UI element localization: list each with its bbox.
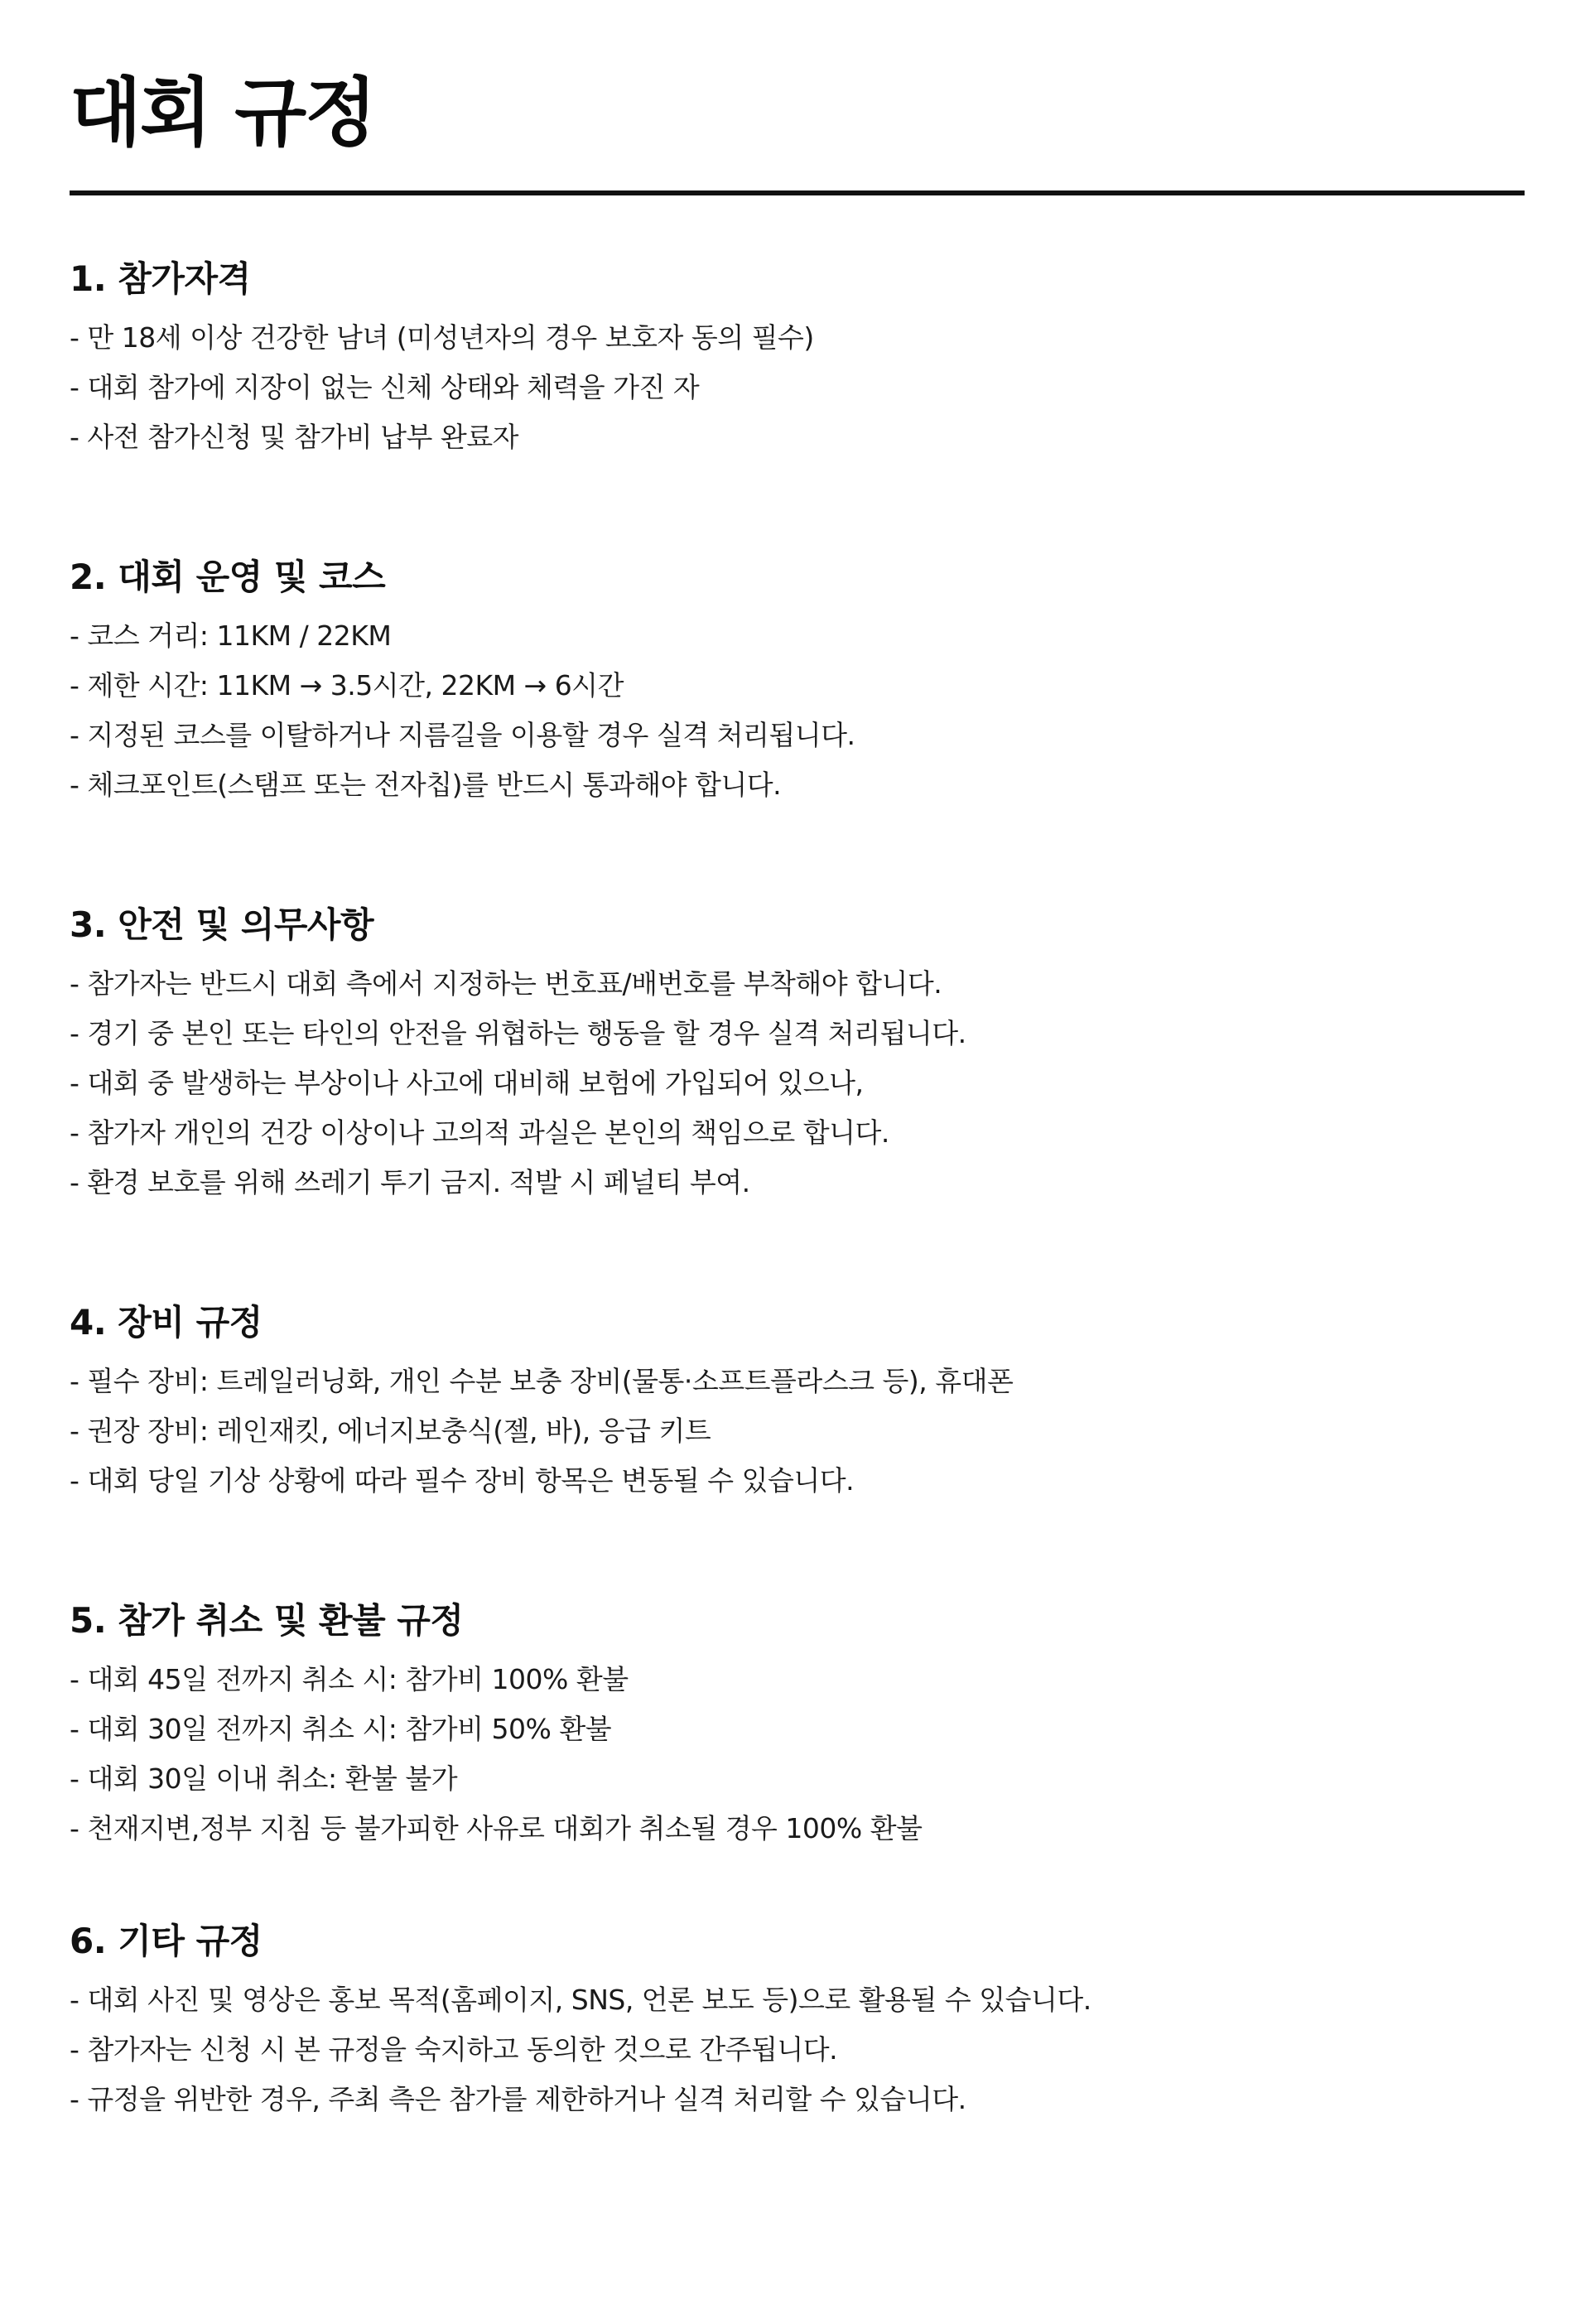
rule-item: - 필수 장비: 트레일러닝화, 개인 수분 보충 장비(물통·소프트플라스크 등), 휴대폰: [70, 1365, 1014, 1397]
rule-item: - 규정을 위반한 경우, 주최 측은 참가를 제한하거나 실격 처리할 수 있습니다.: [70, 2083, 966, 2115]
rule-list: [70, 611, 1525, 810]
section-heading: 5. 참가 취소 및 환불 규정: [70, 1600, 464, 1641]
rule-item: - 대회 중 발생하는 부상이나 사고에 대비해 보험에 가입되어 있으나,: [70, 1067, 864, 1099]
rule-item: - 만 18세 이상 건강한 남녀 (미성년자의 경우 보호자 동의 필수): [70, 321, 814, 354]
rule-list: [70, 1655, 1525, 1854]
rule-item: - 환경 보호를 위해 쓰레기 투기 금지. 적발 시 페널티 부여.: [70, 1166, 750, 1198]
rule-list: [70, 1975, 1525, 2124]
rule-item: - 천재지변,정부 지침 등 불가피한 사유로 대회가 취소될 경우 100% 환불: [70, 1812, 923, 1844]
rule-item: - 사전 참가신청 및 참가비 납부 완료자: [70, 421, 519, 453]
section-heading: 4. 장비 규정: [70, 1302, 263, 1343]
section-eligibility: [70, 253, 1525, 462]
rule-item: - 권장 장비: 레인재킷, 에너지보충식(젤, 바), 응급 키트: [70, 1415, 711, 1447]
rule-item: - 지정된 코스를 이탈하거나 지름길을 이용할 경우 실격 처리됩니다.: [70, 719, 855, 751]
rule-item: - 대회 30일 이내 취소: 환불 불가: [70, 1762, 458, 1795]
rule-item: - 참가자는 신청 시 본 규정을 숙지하고 동의한 것으로 간주됩니다.: [70, 2033, 838, 2066]
rule-item: - 코스 거리: 11KM / 22KM: [70, 620, 392, 652]
rule-item: - 대회 45일 전까지 취소 시: 참가비 100% 환불: [70, 1663, 629, 1695]
section-course: [70, 552, 1525, 810]
rule-list: [70, 1357, 1525, 1506]
rule-list: [70, 959, 1525, 1208]
rule-item: - 대회 30일 전까지 취소 시: 참가비 50% 환불: [70, 1713, 612, 1745]
rule-item: - 제한 시간: 11KM → 3.5시간, 22KM → 6시간: [70, 669, 624, 702]
section-heading: 6. 기타 규정: [70, 1921, 263, 1961]
rule-item: - 체크포인트(스탬프 또는 전자칩)를 반드시 통과해야 합니다.: [70, 769, 782, 801]
rule-list: [70, 313, 1525, 462]
section-equipment: [70, 1297, 1525, 1506]
title-divider: [70, 190, 1525, 195]
rule-item: - 대회 사진 및 영상은 홍보 목적(홈페이지, SNS, 언론 보도 등)으로 활용될 수 있습니다.: [70, 1984, 1091, 2016]
rule-item: - 참가자는 반드시 대회 측에서 지정하는 번호표/배번호를 부착해야 합니다.: [70, 967, 942, 1000]
section-heading: 3. 안전 및 의무사항: [70, 904, 374, 945]
section-refund: [70, 1595, 1525, 1854]
section-other: [70, 1916, 1525, 2124]
section-heading: 2. 대회 운영 및 코스: [70, 557, 386, 597]
section-safety: [70, 899, 1525, 1208]
rule-item: - 경기 중 본인 또는 타인의 안전을 위협하는 행동을 할 경우 실격 처리됩니다.: [70, 1017, 966, 1049]
rule-item: - 대회 당일 기상 상황에 따라 필수 장비 항목은 변동될 수 있습니다.: [70, 1464, 855, 1497]
section-heading: 1. 참가자격: [70, 258, 251, 299]
rule-item: - 대회 참가에 지장이 없는 신체 상태와 체력을 가진 자: [70, 371, 700, 403]
page-title: 대회 규정: [70, 70, 376, 157]
rule-item: - 참가자 개인의 건강 이상이나 고의적 과실은 본인의 책임으로 합니다.: [70, 1116, 889, 1149]
